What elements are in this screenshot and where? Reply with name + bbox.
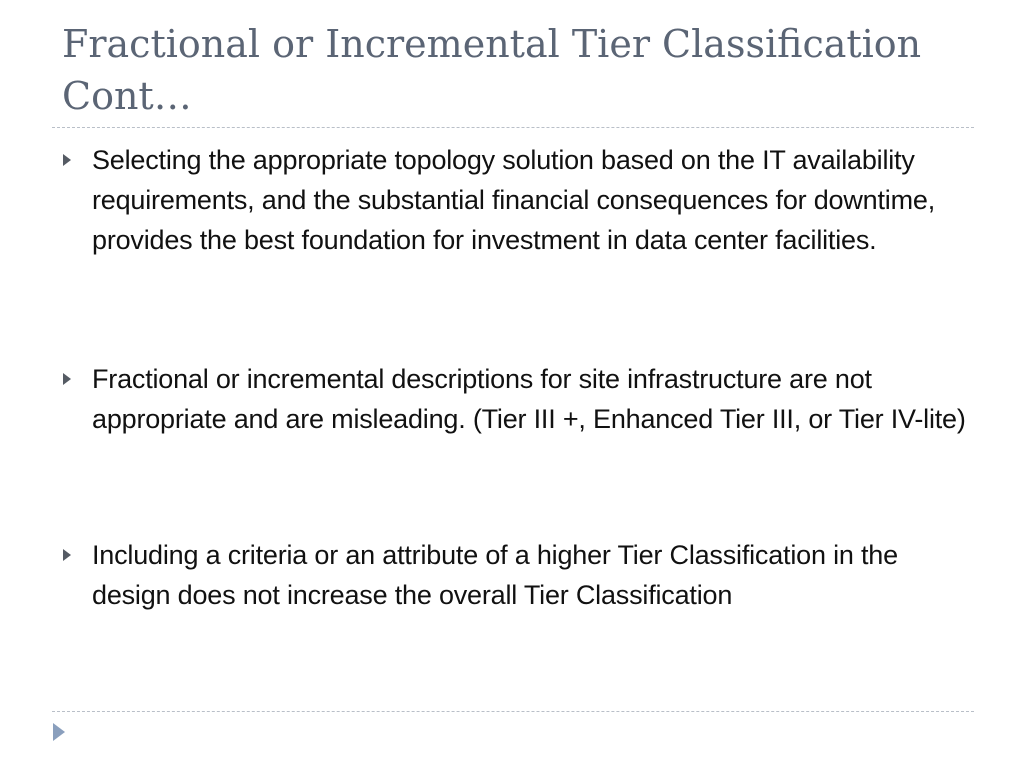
triangle-right-icon [63, 154, 71, 166]
triangle-right-icon [53, 723, 65, 741]
footer-divider [52, 711, 974, 712]
triangle-right-icon [63, 549, 71, 561]
bullet-text: Selecting the appropriate topology solution based on the IT availability requirements, and the substantial financial consequences for downtime, provides the best foundation for investment in data center facilities. [92, 145, 935, 255]
bullet-item [60, 359, 980, 439]
slide-title: Fractional or Incremental Tier Classification Cont… [62, 22, 922, 118]
title-divider [52, 127, 974, 128]
bullet-text: Fractional or incremental descriptions for site infrastructure are not appropriate and are misleading. (Tier III +, Enhanced Tier III, or Tier IV-lite) [92, 364, 966, 434]
bullet-item [60, 535, 980, 615]
bullet-text: Including a criteria or an attribute of a higher Tier Classification in the design does not increase the overall Tier Classification [92, 540, 898, 610]
bullet-item [60, 140, 980, 260]
triangle-right-icon [63, 373, 71, 385]
